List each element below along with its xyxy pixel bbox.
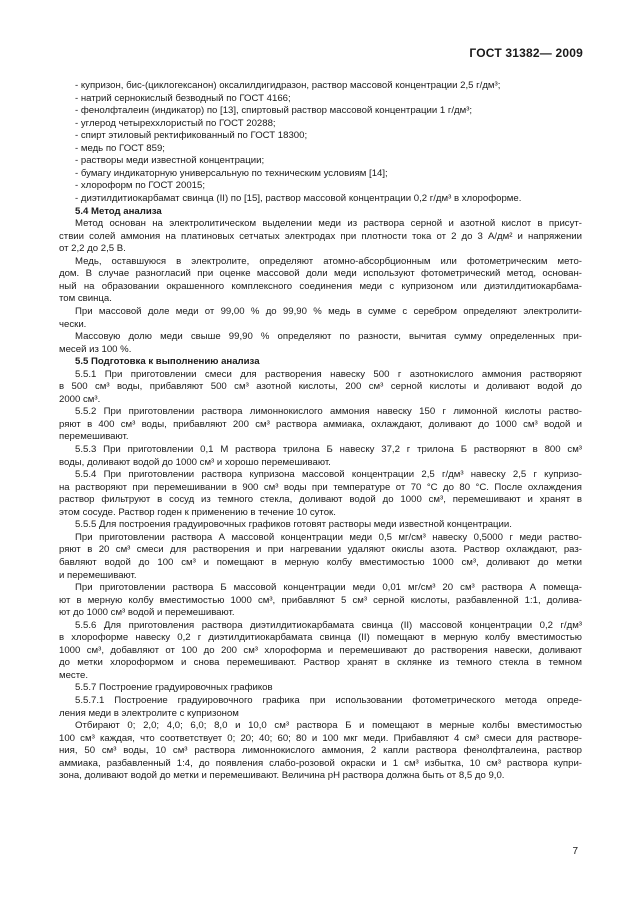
text-line: - купризон, бис-(циклогексанон) оксалилдигидразон, раствор массовой концентрации 2,5 г/дм³; [75,80,501,91]
text-line: месей из 100 %. [59,343,132,355]
text-line: в 500 см³ воды, прибавляют 500 см³ азотной кислоты, 200 см³ серной кислоты и доливают водой до [59,381,582,393]
page-number: 7 [572,846,578,857]
text-line: ряют в 400 см³ воды, прибавляют 200 см³ раствора аммиака, охлаждают, доливают до 1000 см³ водой и [59,418,582,430]
text-line: - углерод четыреххлористый по ГОСТ 20288; [75,117,276,129]
text-line: При приготовлении раствора Б массовой концентрации меди 0,01 мг/см³ 20 см³ раствора А помеща- [75,582,582,593]
text-line: от 2,2 до 2,5 В. [59,243,126,255]
text-line: бавляют водой до 100 см³ и помещают в мерную колбу вместимостью 1000 см³, доливают до метки [59,556,582,568]
text-line: 5.5.4 При приготовлении раствора купризона массовой концентрации 2,5 г/дм³ навеску 2,5 г купризо- [75,469,582,481]
text-line: Медь, оставшуюся в электролите, определяют атомно-абсорбционным или фотометрическим мето- [75,255,582,267]
text-line: 5.5.5 Для построения градуировочных графиков готовят растворы меди известной концентрации. [75,519,512,531]
text-line: том свинца. [59,293,112,305]
text-line: воды, доливают водой до 1000 см³ и хорошо перемешивают. [59,456,331,468]
text-line: 5.5.7.1 Построение градуировочного графика при использовании фотометрического метода опреде- [75,695,582,706]
text-line: ряют в 20 см³ смеси для растворения и при нагревании удаляют окислы азота. Раствор охлаждают, раз- [59,544,582,556]
text-line: этом сосуде. Раствор годен к применению в течение 10 суток. [59,506,336,518]
text-line: Массовую долю меди свыше 99,90 % определяют по разности, вычитая сумму определенных при- [75,331,582,342]
text-line: ния, 50 см³ воды, 10 см³ раствора лимоннокислого аммония, 2 капли раствора фенолфталеина, раствор [59,745,582,757]
text-line: ления меди в электролите с купризоном [59,707,239,719]
text-line: до метки хлороформом и снова перемешивают. Раствор хранят в склянке из темного стекла в темном [59,657,582,669]
text-line: 5.5.6 Для приготовления раствора диэтилдитиокарбамата свинца (II) массовой концентрации 0,2 г/дм³ [75,619,582,631]
text-line: ствии солей аммония на платиновых сетчатых электродах при плотности тока от 2 до 3 А/дм² и напряжении [59,230,582,242]
text-line: перемешивают. [59,431,129,443]
text-line: - растворы меди известной концентрации; [75,155,265,167]
text-line: месте. [59,669,89,681]
standard-header: ГОСТ 31382— 2009 [469,46,583,60]
text-line: 5.5.7 Построение градуировочных графиков [75,682,273,694]
text-line: - бумагу индикаторную универсальную по техническим условиям [14]; [75,167,388,179]
text-line: - медь по ГОСТ 859; [75,142,165,154]
text-line: 5.5.1 При приготовлении смеси для растворения навеску 500 г азотнокислого аммония растворяют [75,368,582,380]
text-line: зона, доливают водой до метки и перемешивают. Величина рН раствора должна быть от 8,5 до 9,0. [59,770,505,782]
text-line: раствор фильтруют в сосуд из темного стекла, доливают водой до 1000 см³, перемешивают и хранят в [59,494,582,506]
section-heading: 5.5 Подготовка к выполнению анализа [75,356,260,368]
text-line: 5.5.2 При приготовлении раствора лимоннокислого аммония навеску 150 г лимонной кислоты раство- [75,406,582,418]
text-line: - хлороформ по ГОСТ 20015; [75,180,205,192]
text-line: в хлороформе навеску 0,2 г диэтилдитиокарбамата свинца (II) помещают в мерную колбу вместимостью [59,632,582,644]
section-heading: 5.4 Метод анализа [75,205,162,217]
text-line: - фенолфталеин (индикатор) по [13], спиртовый раствор массовой концентрации 1 г/дм³; [75,105,473,117]
text-line: - натрий сернокислый безводный по ГОСТ 4166; [75,92,291,104]
text-line: - спирт этиловый ректификованный по ГОСТ 18300; [75,130,308,142]
text-line: При массовой доле меди от 99,00 % до 99,90 % медь в сумме с серебром определяют электролити- [75,305,582,317]
text-line: При приготовлении раствора А массовой концентрации меди 0,5 мг/см³ навеску 0,5000 г меди раство- [75,531,582,543]
text-line: Отбирают 0; 2,0; 4,0; 6,0; 8,0 и 10,0 см³ раствора Б и помещают в мерные колбы вместимостью [75,720,582,732]
text-line: на растворяют при перемешивании в 900 см³ воды при температуре от 70 °С до 80 °С. После охлаждения [59,481,582,493]
text-line: ный на образовании окрашенного комплексного соединения меди с купризоном или диэтилдитиокарбама- [59,280,582,292]
text-line: 1000 см³, добавляют от 100 до 200 см³ хлороформа и перемешивают до растворения навески, доливают [59,644,582,656]
text-line: 2000 см³. [59,393,101,405]
text-line: ют в мерную колбу вместимостью 1000 см³, прибавляют 5 см³ серной кислоты, разбавленной 1:1, долива- [59,594,582,606]
text-line: - диэтилдитиокарбамат свинца (II) по [15], раствор массовой концентрации 0,2 г/дм³ в хлороформе. [75,192,522,204]
text-line: 100 см³ каждая, что соответствует 0; 20; 40; 60; 80 и 100 мкг меди. Прибавляют 4 см³ смеси для растворе- [59,732,582,744]
text-line: и перемешивают. [59,569,137,581]
text-line: 5.5.3 При приготовлении 0,1 М раствора трилона Б навеску 37,2 г трилона Б растворяют в 800 см³ [75,444,582,455]
text-line: аммиака, разбавленный 1:4, до появления слабо-розовой окраски и 1 см³ избытка, 10 см³ раствора купри- [59,757,582,769]
text-line: Метод основан на электролитическом выделении меди из раствора серной и азотной кислот в присут- [75,218,582,230]
text-line: ют до 1000 см³ водой и перемешивают. [59,607,235,619]
text-line: дом. В случае разногласий при оценке массовой доли меди используют фотометрический метод, основан- [59,268,582,280]
text-line: чески. [59,318,87,330]
